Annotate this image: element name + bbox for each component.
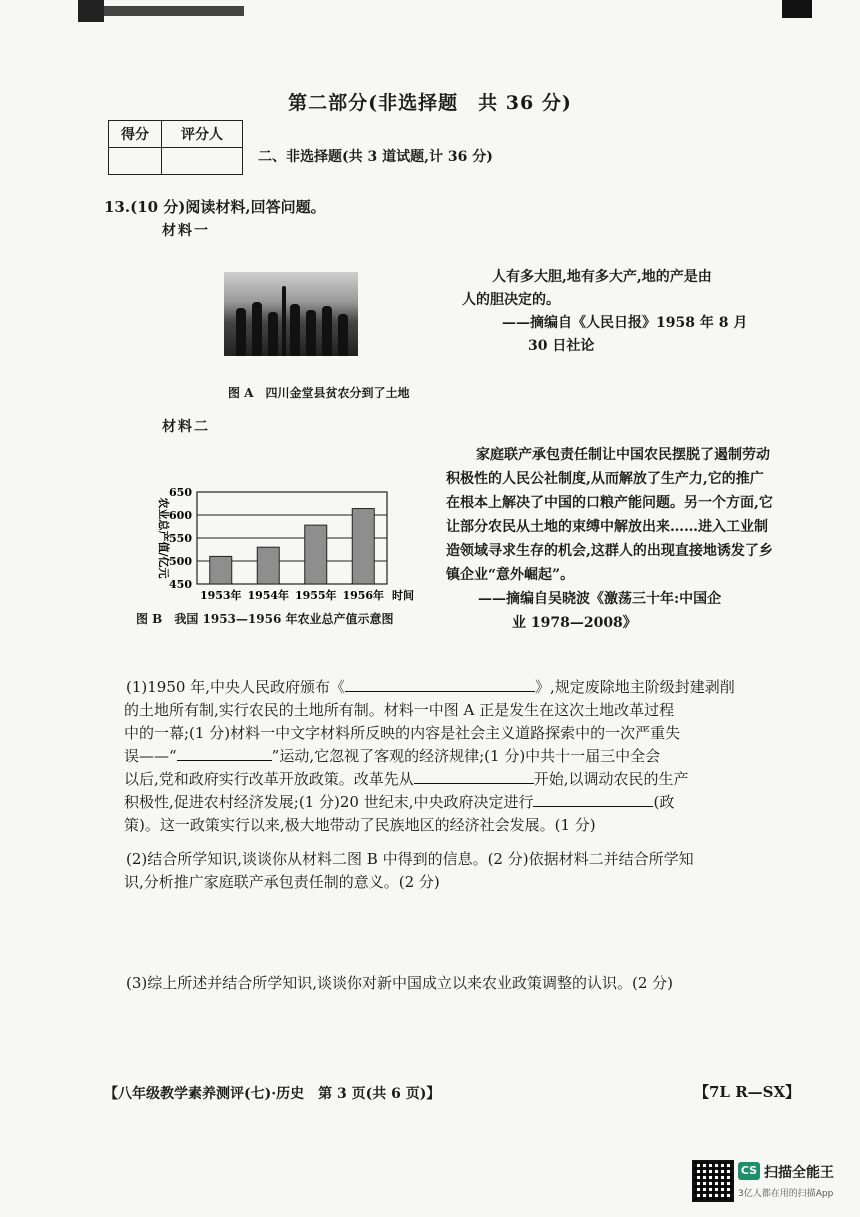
scanner-logo-icon: CS <box>738 1162 760 1180</box>
answer-blank-policy[interactable] <box>533 791 653 807</box>
answer-blank-movement[interactable] <box>177 745 272 761</box>
figure-b-caption: 图 B 我国 1953—1956 年农业总产值示意图 <box>136 612 394 626</box>
qr-code-icon <box>692 1160 734 1202</box>
quote-source: 30 日社论 <box>528 338 595 354</box>
subquestion-3: (3)综上所述并结合所学知识,谈谈你对新中国成立以来农业政策调整的认识。(2 分) <box>126 974 674 992</box>
text: 积极性,促进农村经济发展;(1 分)20 世纪末,中央政府决定进行 <box>124 793 534 811</box>
quote-source: ——摘编自《人民日报》1958 年 8 月 <box>502 315 748 331</box>
answer-blank-reform-start[interactable] <box>414 768 534 784</box>
text: (2)结合所学知识,谈谈你从材料二图 B 中得到的信息。(2 分)依据材料二并结合所学知 <box>126 850 694 868</box>
text: 开始,以调动农民的生产 <box>533 770 689 788</box>
grader-cell[interactable] <box>162 148 243 175</box>
material-one-label: 材料一 <box>162 223 210 239</box>
quote-body: 家庭联产承包责任制让中国农民摆脱了遏制劳动积极性的人民公社制度,从而解放了生产力,它的推广在根本上解决了中国的口粮产能问题。另一个方面,它让部分农民从土地的束缚中解放出来……进入工业制造领域寻求生存的机会,这群人的出现直接地诱发了乡镇企业“意外崛起”。 <box>446 447 773 583</box>
quote-line: 人有多大胆,地有多大产,地的产是由 <box>492 269 712 285</box>
chart-bar <box>305 525 327 584</box>
score-table <box>108 120 243 175</box>
chart-x-axis-label: 时间 <box>392 589 414 602</box>
figure-a-caption: 图 A 四川金堂县贫农分到了土地 <box>228 386 410 400</box>
answer-blank-law[interactable] <box>345 676 535 692</box>
subquestion-2 <box>126 848 786 894</box>
chart-y-tick-label: 500 <box>169 555 192 568</box>
score-cell[interactable] <box>109 148 162 175</box>
chart-x-tick-label: 1954年 <box>247 589 290 602</box>
chart-x-tick-label: 1956年 <box>342 589 385 602</box>
text: 误——“ <box>124 747 177 765</box>
text: 识,分析推广家庭联产承包责任制的意义。(2 分) <box>124 873 440 891</box>
section-heading: 二、非选择题(共 3 道试题,计 36 分) <box>258 149 493 165</box>
scanner-tagline: 3亿人都在用的扫描App <box>738 1189 834 1199</box>
chart-x-tick-label: 1953年 <box>199 589 242 602</box>
scanner-app-name: 扫描全能王 <box>764 1165 834 1181</box>
answer-area-2[interactable] <box>126 898 786 958</box>
chart-x-tick-label: 1955年 <box>294 589 337 602</box>
chart-bar <box>210 556 232 584</box>
chart-bar <box>257 547 279 584</box>
chart-y-axis-label: 农业总产值/亿元 <box>157 497 170 579</box>
material-two-quote <box>446 443 776 635</box>
scan-edge-mark <box>782 0 812 18</box>
material-two-label: 材料二 <box>162 419 210 435</box>
chart-y-tick-label: 650 <box>169 486 192 499</box>
chart-y-tick-label: 600 <box>169 509 192 522</box>
text: 中的一幕;(1 分)材料一中文字材料所反映的内容是社会主义道路探索中的一次严重失 <box>124 724 681 742</box>
quote-source: ——摘编自吴晓波《激荡三十年:中国企 <box>478 591 722 607</box>
grader-header: 评分人 <box>162 121 243 148</box>
subquestion-1 <box>126 676 786 837</box>
section-title: 第二部分(非选择题 共 36 分) <box>288 92 572 114</box>
scan-edge-mark <box>104 6 244 16</box>
text: 以后,党和政府实行改革开放政策。改革先从 <box>124 770 414 788</box>
text: 的土地所有制,实行农民的土地所有制。材料一中图 A 正是发生在这次土地改革过程 <box>124 701 675 719</box>
scan-edge-mark <box>78 0 104 22</box>
quote-line: 人的胆决定的。 <box>462 292 560 308</box>
text: (1)1950 年,中央人民政府颁布《 <box>126 678 345 696</box>
footer-page-info: 【八年级教学素养测评(七)·历史 第 3 页(共 6 页)】 <box>104 1086 441 1102</box>
text: 》,规定废除地主阶级封建剥削 <box>534 678 735 696</box>
text: ”运动,它忽视了客观的经济规律;(1 分)中共十一届三中全会 <box>271 747 661 765</box>
answer-area-3[interactable] <box>126 1000 786 1060</box>
text: 策)。这一政策实行以来,极大地带动了民族地区的经济社会发展。(1 分) <box>124 816 596 834</box>
quote-source: 业 1978—2008》 <box>512 615 637 631</box>
material-one-quote <box>462 266 782 358</box>
chart-y-tick-label: 550 <box>169 532 192 545</box>
score-header: 得分 <box>109 121 162 148</box>
figure-b-chart <box>140 480 430 605</box>
footer-code: 【7L R—SX】 <box>694 1083 801 1101</box>
text: (政 <box>653 793 675 811</box>
question-number: 13.(10 分)阅读材料,回答问题。 <box>104 198 326 216</box>
figure-a-photo <box>224 272 358 356</box>
chart-y-tick-label: 450 <box>169 578 192 591</box>
chart-bar <box>352 509 374 584</box>
